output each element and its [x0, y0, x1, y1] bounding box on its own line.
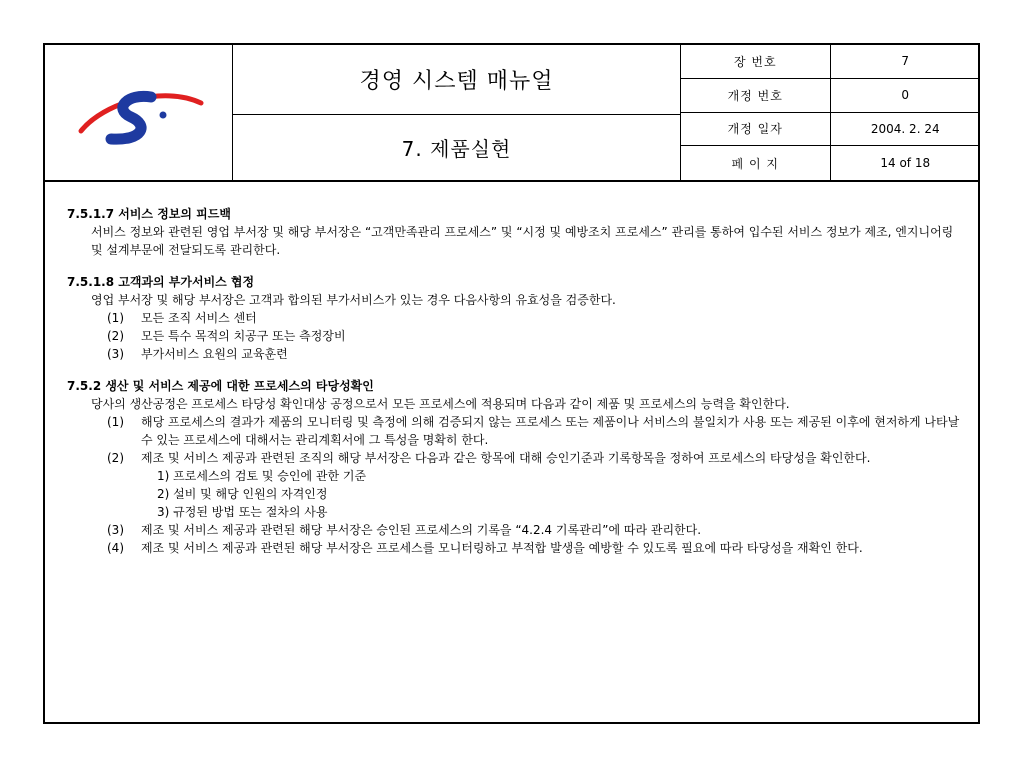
sub-item: 3) 규정된 방법 또는 절차의 사용: [157, 505, 328, 519]
section-paragraph: 서비스 정보와 관련된 영업 부서장 및 해당 부서장은 “고객만족관리 프로세스” 및 “시정 및 예방조치 프로세스” 관리를 통하여 입수된 서비스 정보가 제조, 엔지니어링 및 설계부문에 전달되도록 관리한다.: [91, 225, 954, 257]
section-title: 7.5.1.7 서비스 정보의 피드백: [67, 207, 231, 221]
section-process-validation: [67, 377, 967, 557]
item-number: (3): [107, 347, 124, 361]
meta-value: 0: [901, 88, 910, 103]
logo-cell: [45, 45, 233, 180]
item-text: 모든 조직 서비스 센터: [141, 311, 257, 325]
sub-item: 2) 설비 및 해당 인원의 자격인정: [157, 487, 328, 501]
document-body: [67, 205, 967, 571]
item-number: (2): [107, 451, 124, 465]
list-item: [67, 521, 967, 539]
sub-item: 1) 프로세스의 검토 및 승인에 관한 기준: [157, 469, 367, 483]
meta-row-revision-date: [681, 113, 980, 147]
title-cell: [233, 45, 680, 180]
section-value-added-service: [67, 273, 967, 363]
document-meta-table: [680, 45, 980, 180]
chapter-title: 7. 제품실현: [401, 137, 512, 161]
list-item: [67, 539, 967, 557]
item-text: 제조 및 서비스 제공과 관련된 해당 부서장은 승인된 프로세스의 기록을 “4.2.4 기록관리”에 따라 관리한다.: [141, 523, 702, 537]
item-text: 제조 및 서비스 제공과 관련된 해당 부서장은 프로세스를 모니터링하고 부적합 발생을 예방할 수 있도록 필요에 따라 타당성을 재확인 한다.: [141, 541, 863, 555]
section-service-feedback: [67, 205, 967, 259]
list-item: [67, 345, 967, 363]
document-frame: [43, 43, 980, 724]
list-item: [67, 309, 967, 327]
item-text: 부가서비스 요원의 교육훈련: [141, 347, 288, 361]
section-title: 7.5.1.8 고객과의 부가서비스 협정: [67, 275, 255, 289]
meta-label: 개정 번호: [681, 79, 831, 112]
company-logo: [73, 75, 213, 155]
list-item: [67, 327, 967, 345]
meta-row-page: [681, 146, 980, 180]
item-number: (1): [107, 415, 124, 429]
item-number: (3): [107, 523, 124, 537]
meta-value: 14 of 18: [880, 156, 931, 171]
item-number: (1): [107, 311, 124, 325]
meta-row-chapter: [681, 45, 980, 79]
meta-value: 2004. 2. 24: [870, 121, 940, 136]
item-number: (4): [107, 541, 124, 555]
section-paragraph: 영업 부서장 및 해당 부서장은 고객과 합의된 부가서비스가 있는 경우 다음사항의 유효성을 검증한다.: [91, 293, 616, 307]
section-paragraph: 당사의 생산공정은 프로세스 타당성 확인대상 공정으로서 모든 프로세스에 적용되며 다음과 같이 제품 및 프로세스의 능력을 확인한다.: [91, 397, 790, 411]
item-text: 모든 특수 목적의 치공구 또는 측정장비: [141, 329, 346, 343]
list-item: [67, 413, 967, 449]
meta-value: 7: [901, 54, 910, 69]
meta-row-revision-number: [681, 79, 980, 113]
item-text: 제조 및 서비스 제공과 관련된 조직의 해당 부서장은 다음과 같은 항목에 대해 승인기준과 기록항목을 정하여 프로세스의 타당성을 확인한다.: [141, 451, 871, 465]
manual-title: 경영 시스템 매뉴얼: [233, 45, 680, 115]
meta-label: 개정 일자: [681, 113, 831, 146]
meta-label: 페 이 지: [681, 146, 831, 180]
item-text: 해당 프로세스의 결과가 제품의 모니터링 및 측정에 의해 검증되지 않는 프로세스 또는 제품이나 서비스의 불일치가 사용 또는 제공된 이후에 현저하게 나타날 수 있는 프로세스에 대해서는 관리계획서에 그 특성을 명확히 한다.: [141, 415, 960, 447]
meta-label: 장 번호: [681, 45, 831, 78]
list-item: [67, 449, 967, 467]
item-number: (2): [107, 329, 124, 343]
section-title: 7.5.2 생산 및 서비스 제공에 대한 프로세스의 타당성확인: [67, 379, 374, 393]
header-divider: [45, 180, 978, 182]
